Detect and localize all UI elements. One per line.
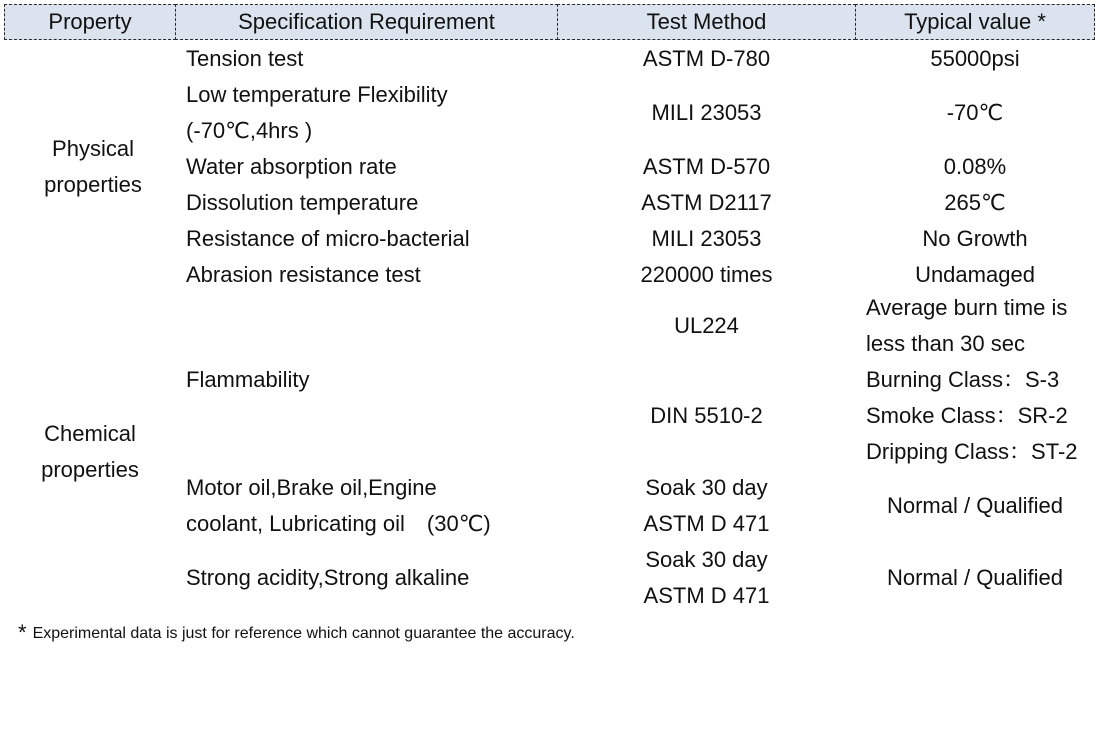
header-spec-label: Specification Requirement bbox=[238, 9, 495, 34]
value-lowtemp: -70℃ bbox=[946, 100, 1004, 125]
value-flammability-2: less than 30 sec bbox=[866, 331, 1025, 356]
header-typical-label: Typical value * bbox=[904, 9, 1046, 34]
spec-water: Water absorption rate bbox=[186, 154, 397, 179]
method-acid-soak: Soak 30 day bbox=[645, 547, 768, 572]
header-spec bbox=[175, 4, 558, 40]
method-microbacterial: MILI 23053 bbox=[651, 226, 762, 251]
value-abrasion: Undamaged bbox=[915, 262, 1035, 287]
value-tension: 55000psi bbox=[930, 46, 1020, 71]
value-acid: Normal / Qualified bbox=[886, 565, 1064, 590]
header-typical bbox=[855, 4, 1095, 40]
spec-lowtemp-line1: Low temperature Flexibility bbox=[186, 82, 448, 107]
footnote-marker: * bbox=[18, 620, 27, 645]
value-flammability-4: Smoke Class：SR-2 bbox=[866, 403, 1068, 428]
header-property bbox=[4, 4, 176, 40]
spec-flammability: Flammability bbox=[186, 367, 310, 392]
method-lowtemp: MILI 23053 bbox=[651, 100, 762, 125]
value-flammability-1: Average burn time is bbox=[866, 295, 1068, 320]
spec-tension: Tension test bbox=[186, 46, 304, 71]
footnote bbox=[18, 620, 575, 646]
spec-lowtemp-line2: (-70℃,4hrs ) bbox=[186, 118, 313, 143]
group-chemical bbox=[18, 416, 162, 488]
value-water: 0.08% bbox=[943, 154, 1007, 179]
spec-oil-line1: Motor oil,Brake oil,Engine bbox=[186, 475, 437, 500]
method-abrasion: 220000 times bbox=[640, 262, 773, 287]
method-flammability-din: DIN 5510-2 bbox=[650, 403, 763, 428]
spec-dissolution: Dissolution temperature bbox=[186, 190, 419, 215]
group-physical bbox=[18, 131, 168, 203]
value-flammability-3: Burning Class：S-3 bbox=[866, 367, 1060, 392]
header-method-label: Test Method bbox=[646, 9, 767, 34]
footnote-text: Experimental data is just for reference which cannot guarantee the accuracy. bbox=[32, 625, 575, 642]
spec-abrasion: Abrasion resistance test bbox=[186, 262, 421, 287]
value-oil: Normal / Qualified bbox=[886, 493, 1064, 518]
method-tension: ASTM D-780 bbox=[642, 46, 771, 71]
header-method bbox=[557, 4, 856, 40]
group-physical-line1: Physical bbox=[52, 136, 134, 161]
method-oil-astm: ASTM D 471 bbox=[643, 511, 770, 536]
method-water: ASTM D-570 bbox=[642, 154, 771, 179]
spec-acid: Strong acidity,Strong alkaline bbox=[186, 565, 470, 590]
group-physical-line2: properties bbox=[44, 172, 142, 197]
value-microbacterial: No Growth bbox=[922, 226, 1028, 251]
spec-oil-line2: coolant, Lubricating oil (30℃) bbox=[186, 511, 491, 536]
method-acid-astm: ASTM D 471 bbox=[643, 583, 770, 608]
spec-microbacterial: Resistance of micro-bacterial bbox=[186, 226, 470, 251]
group-chemical-line1: Chemical bbox=[44, 421, 136, 446]
header-property-label: Property bbox=[48, 9, 132, 34]
method-oil-soak: Soak 30 day bbox=[645, 475, 768, 500]
group-chemical-line2: properties bbox=[41, 457, 139, 482]
method-dissolution: ASTM D2117 bbox=[641, 190, 772, 215]
method-flammability-ul: UL224 bbox=[674, 313, 739, 338]
value-flammability-5: Dripping Class：ST-2 bbox=[866, 439, 1078, 464]
value-dissolution: 265℃ bbox=[944, 190, 1006, 215]
